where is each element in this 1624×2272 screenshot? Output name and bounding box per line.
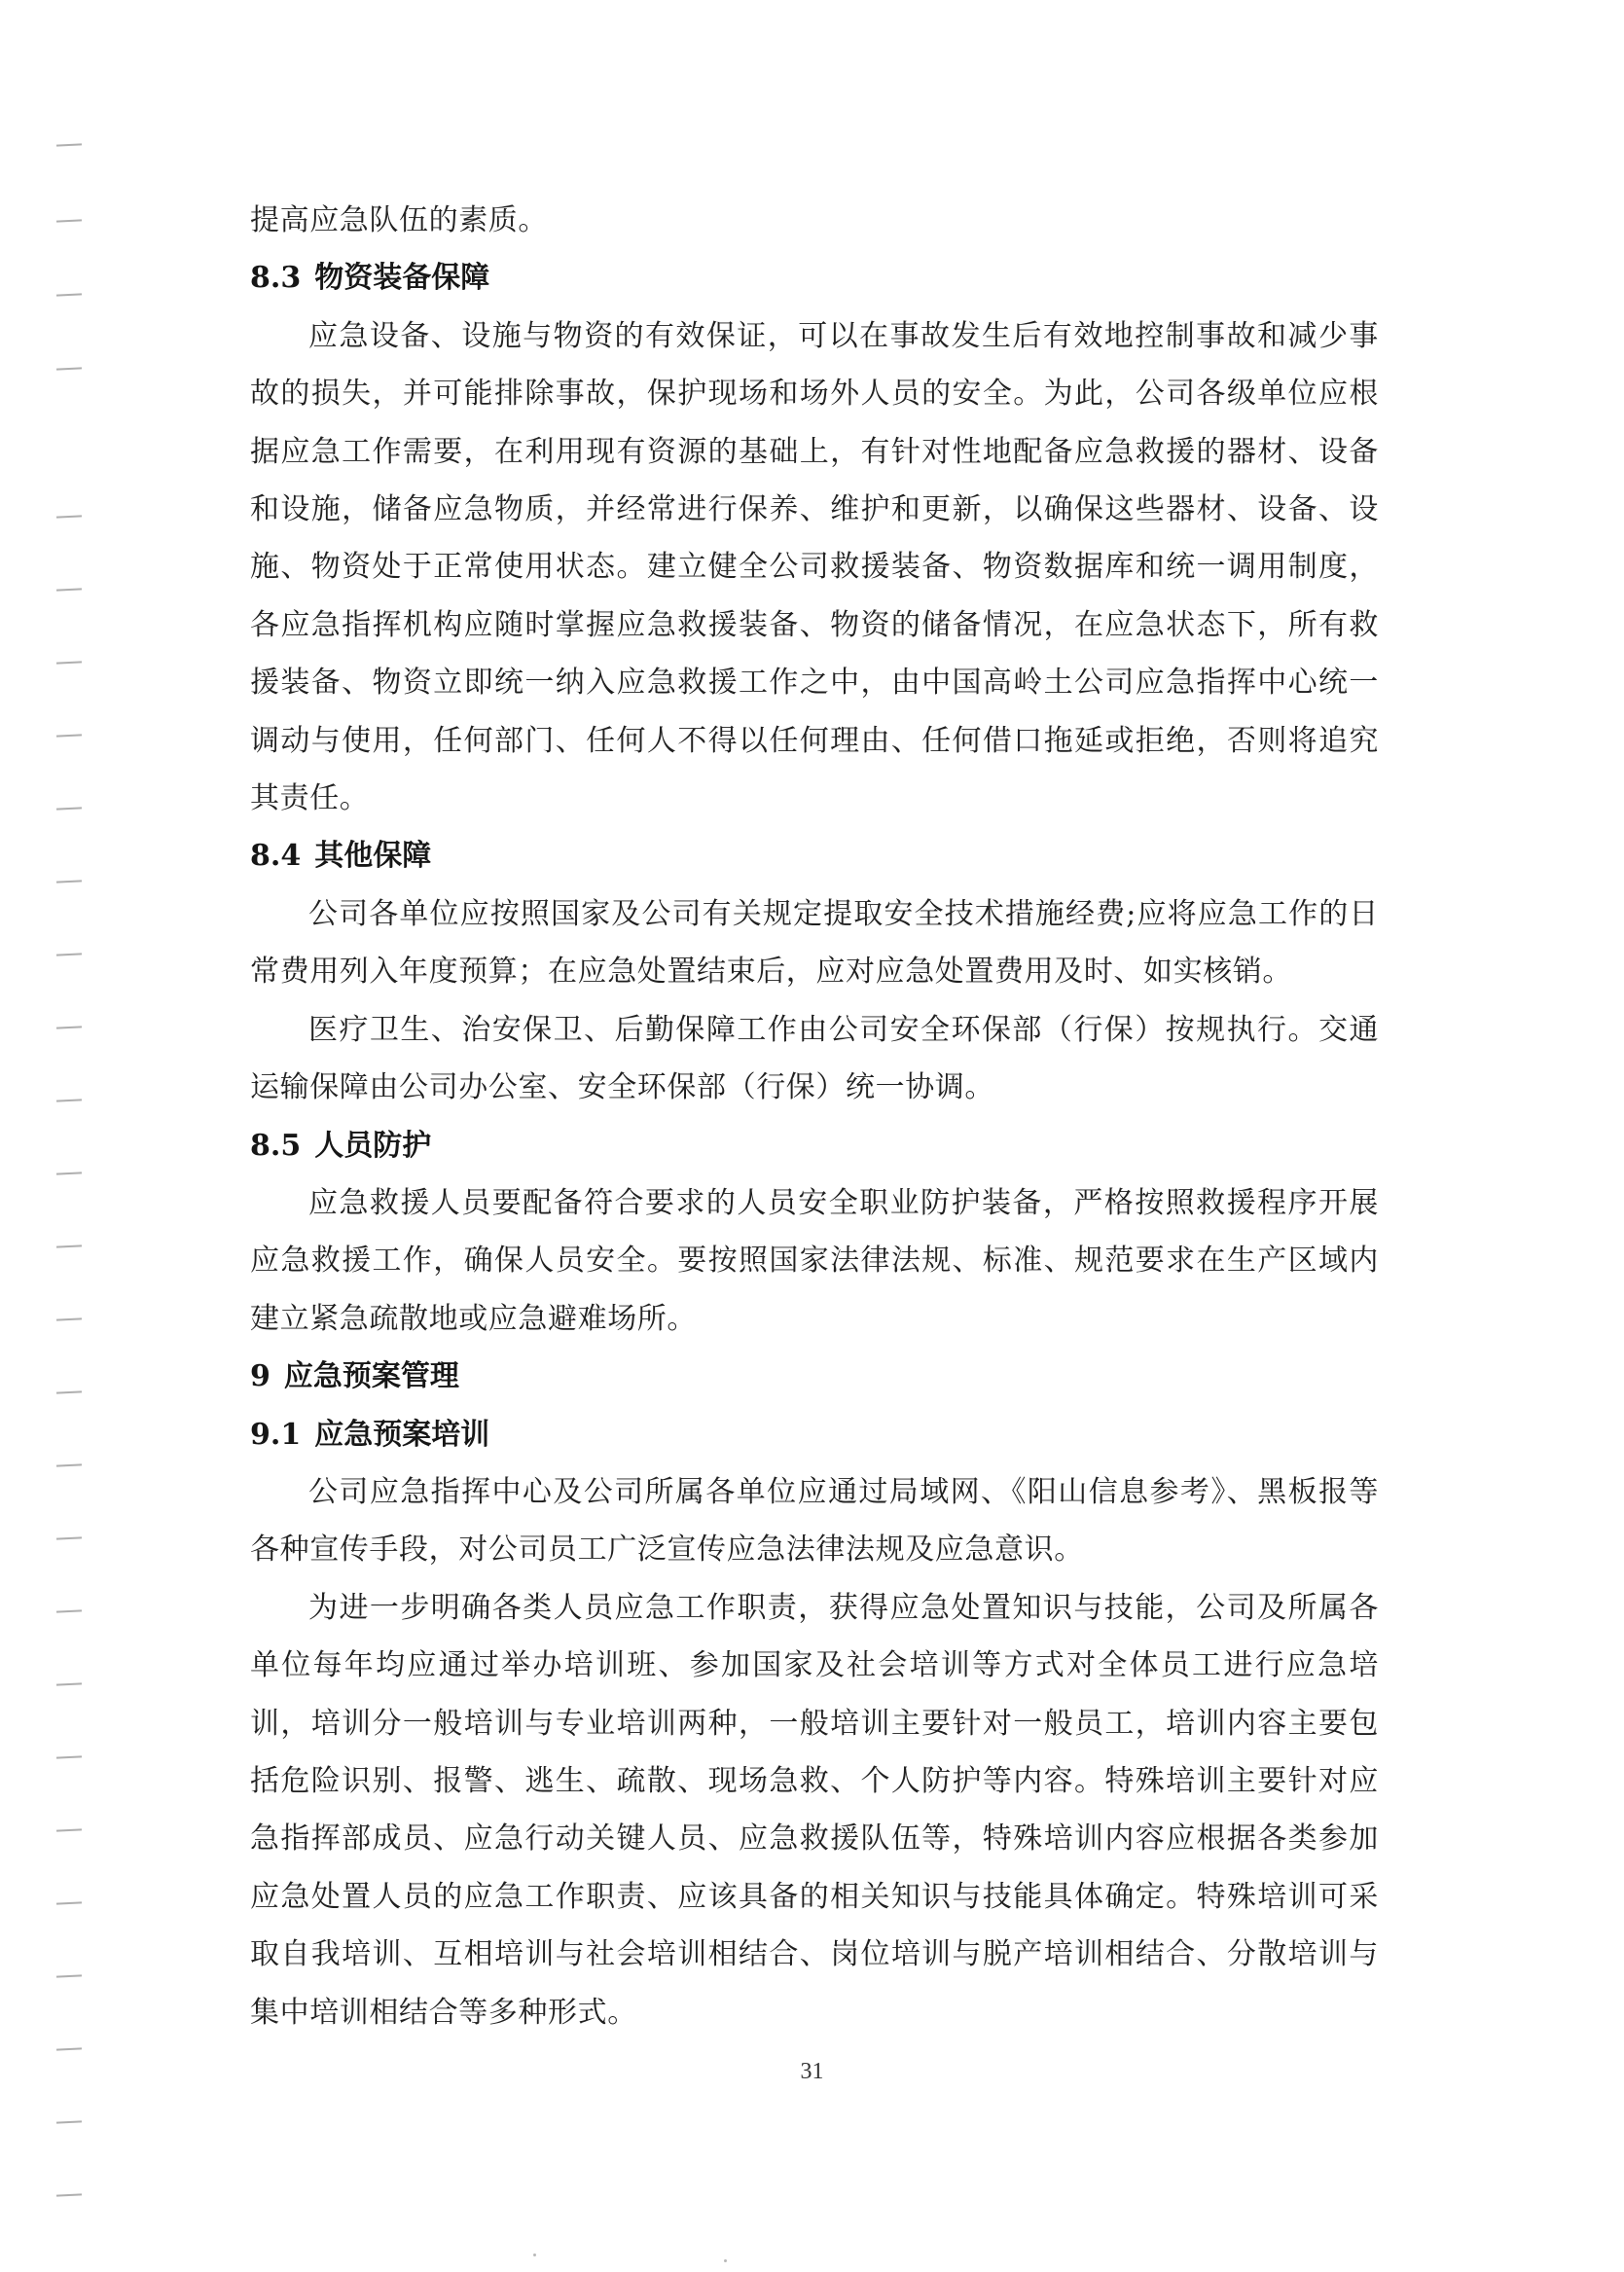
margin-mark — [56, 880, 82, 883]
margin-mark — [56, 515, 82, 518]
body-paragraph: 公司各单位应按照国家及公司有关规定提取安全技术措施经费;应将应急工作的日常费用列入年度预算；在应急处置结束后，应对应急处置费用及时、如实核销。 — [250, 896, 1379, 990]
section-heading — [250, 1348, 1379, 1405]
body-paragraph: 应急救援人员要配备符合要求的人员安全职业防护装备，严格按照救援程序开展应急救援工作，确保人员安全。要按照国家法律法规、标准、规范要求在生产区域内建立紧急疏散地或应急避难场所。 — [250, 1185, 1379, 1336]
margin-mark — [56, 1026, 82, 1028]
scan-speck — [533, 2254, 536, 2256]
section-title: 应急预案管理 — [283, 1359, 459, 1394]
margin-mark — [56, 588, 82, 591]
section-number: 8.4 — [250, 839, 302, 874]
section-title: 其他保障 — [314, 839, 432, 874]
margin-mark — [56, 1828, 82, 1831]
section-title: 人员防护 — [314, 1128, 432, 1163]
margin-mark — [56, 2047, 82, 2050]
margin-mark — [56, 1536, 82, 1539]
margin-mark — [56, 1901, 82, 1904]
body-paragraph: 提高应急队伍的素质。 — [250, 203, 548, 237]
section-number: 8.3 — [250, 261, 302, 296]
binding-margin-marks — [56, 0, 95, 2272]
body-paragraph: 医疗卫生、治安保卫、后勤保障工作由公司安全环保部（行保）按规执行。交通运输保障由公司办公室、安全环保部（行保）统一协调。 — [250, 1012, 1379, 1105]
body-paragraph: 为进一步明确各类人员应急工作职责，获得应急处置知识与技能，公司及所属各单位每年均应通过举办培训班、参加国家及社会培训等方式对全体员工进行应急培训，培训分一般培训与专业培训两种，一般培训主要针对一般员工，培训内容主要包括危险识别、报警、逃生、疏散、现场急救、个人防护等内容。特殊培训主要针对应急指挥部成员、应急行动关键人员、应急救援队伍等，特殊培训内容应根据各类参加应急处置人员的应急工作职责、应该具备的相关知识与技能具体确定。特殊培训可采取自我培训、互相培训与社会培训相结合、岗位培训与脱产培训相结合、分散培训与集中培训相结合等多种形式。 — [250, 1590, 1379, 2030]
section-number: 9 — [250, 1359, 271, 1394]
margin-mark — [56, 1682, 82, 1685]
document-body — [250, 192, 1379, 2041]
section-heading — [250, 1406, 1379, 1463]
section-heading — [250, 249, 1379, 307]
margin-mark — [56, 2120, 82, 2123]
margin-mark — [56, 1755, 82, 1758]
margin-mark — [56, 293, 82, 296]
margin-mark — [56, 734, 82, 737]
scan-speck — [724, 2259, 727, 2262]
margin-mark — [56, 1244, 82, 1247]
margin-mark — [56, 219, 82, 222]
section-heading — [250, 827, 1379, 884]
margin-mark — [56, 2193, 82, 2196]
section-number: 8.5 — [250, 1128, 302, 1163]
page-number: 31 — [800, 2059, 824, 2084]
section-heading — [250, 1117, 1379, 1174]
margin-mark — [56, 807, 82, 810]
margin-mark — [56, 661, 82, 664]
margin-mark — [56, 953, 82, 956]
body-paragraph: 应急设备、设施与物资的有效保证，可以在事故发生后有效地控制事故和减少事故的损失，并可能排除事故，保护现场和场外人员的安全。为此，公司各级单位应根据应急工作需要，在利用现有资源的基础上，有针对性地配备应急救援的器材、设备和设施，储备应急物质，并经常进行保养、维护和更新，以确保这些器材、设备、设施、物资处于正常使用状态。建立健全公司救援装备、物资数据库和统一调用制度，各应急指挥机构应随时掌握应急救援装备、物资的储备情况，在应急状态下，所有救援装备、物资立即统一纳入应急救援工作之中，由中国高岭土公司应急指挥中心统一调动与使用，任何部门、任何人不得以任何理由、任何借口拖延或拒绝，否则将追究其责任。 — [250, 318, 1379, 816]
margin-mark — [56, 143, 82, 146]
margin-mark — [56, 367, 82, 370]
margin-mark — [56, 1390, 82, 1393]
margin-mark — [56, 1974, 82, 1977]
margin-mark — [56, 1172, 82, 1174]
body-paragraph: 公司应急指挥中心及公司所属各单位应通过局域网、《阳山信息参考》、黑板报等各种宣传手段，对公司员工广泛宣传应急法律法规及应急意识。 — [250, 1474, 1379, 1568]
margin-mark — [56, 1463, 82, 1466]
section-title: 应急预案培训 — [314, 1417, 490, 1452]
margin-mark — [56, 1317, 82, 1320]
section-number: 9.1 — [250, 1417, 302, 1452]
section-title: 物资装备保障 — [314, 261, 490, 296]
margin-mark — [56, 1099, 82, 1101]
margin-mark — [56, 1609, 82, 1612]
